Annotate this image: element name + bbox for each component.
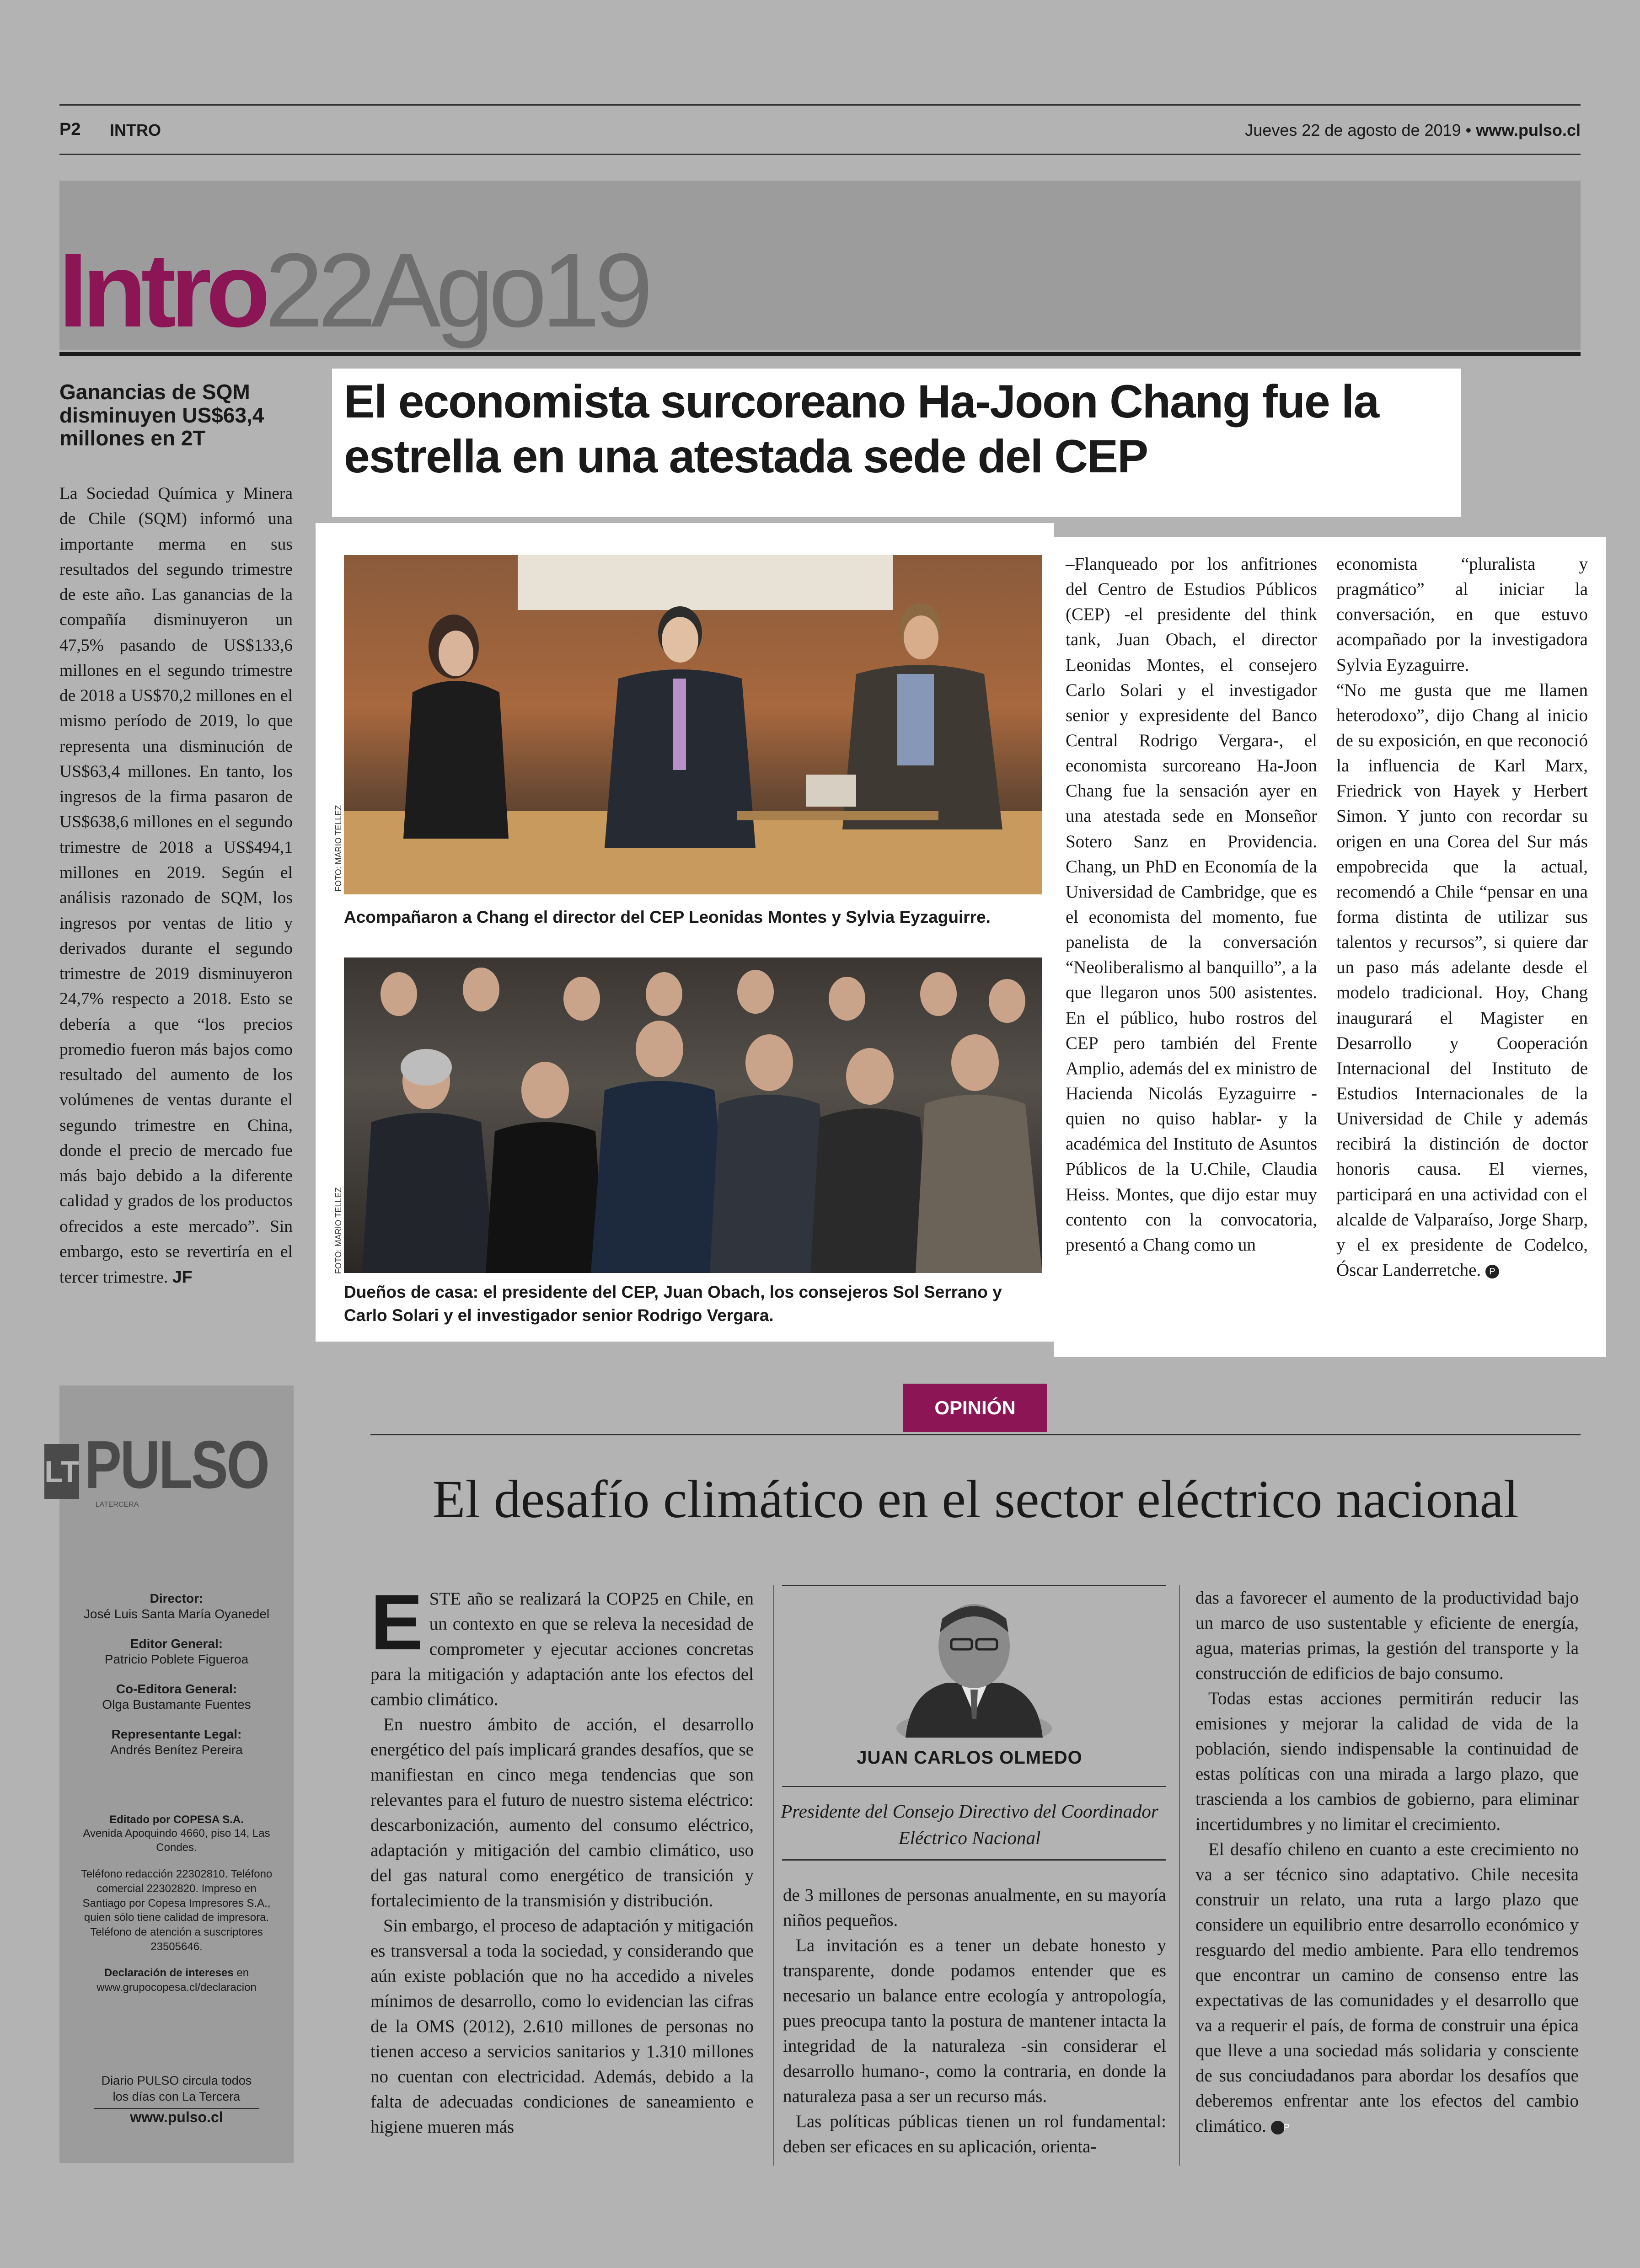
column-divider [1179, 1585, 1180, 2166]
column-divider [773, 1585, 774, 2166]
brief-body [59, 481, 293, 1290]
opinion-column-2 [783, 1883, 1166, 2160]
director-name: José Luis Santa María Oyanedel [83, 1607, 270, 1621]
publisher-block [80, 1813, 273, 1995]
brief-text: La Sociedad Química y Minera de Chile (SQM) informó una importante merma en sus resultados del segundo trimestre de este año. Las ganancias de la compañía disminuyeron un 47,5% pasando de US$133,6 millones en el segundo trimestre de 2018 a US$70,2 millones en el mismo período de 2019, lo que representa una disminución de US$63,4 millones. En tanto, los ingresos de la firma pasaron de US$638,6 millones en el segundo trimestre de 2018 a US$494,1 millones en 2019. Según el análisis razonado de SQM, los ingresos por ventas de litio y derivados durante el segundo trimestre de 2019 disminuyeron 24,7% respecto a 2018. Esto se debería a que “los precios promedio fueron más bajos como resultado del aumento de los volúmenes de ventas durante el segundo trimestre en China, donde el precio de mercado fue más bajo debido a la diferente calidad y grados de los productos ofrecidos a este mercado”. Sin embargo, esto se revertiría en el tercer trimestre. [59, 484, 293, 1287]
coeditor-label: Co-Editora General: [116, 1681, 237, 1696]
opinion-column-1 [370, 1578, 754, 2140]
intro-word: Intro [59, 231, 265, 349]
opinion-paragraph [370, 1578, 754, 1712]
editor-label: Editor General: [130, 1636, 223, 1651]
intro-date: 22Ago19 [265, 231, 648, 349]
author-role: Presidente del Consejo Directivo del Coordinador Eléctrico Nacional [781, 1801, 1158, 1849]
opinion-paragraph: Sin embargo, el proceso de adaptación y mitigación es transversal a toda la sociedad, y considerando que aún existe población que no ha accedido a niveles mínimos de desarrollo, como lo evidencian las cifras de la OMS (2012), 2.610 millones de personas no tienen acceso a servicios sanitarios y 1.310 millones no cuentan con electricidad. Además, debido a la falta de adecuadas condiciones de saneamiento e higiene mueren más [370, 1915, 754, 2137]
audience-photo-illustration [344, 957, 1042, 1273]
opinion-paragraph-text: STE año se realizará la COP25 en Chile, en un contexto en que se releva la necesidad de comprometer y ejecutar acciones concretas para la mitigación y adaptación ante los efectos del cambio climático. [370, 1589, 754, 1709]
page-number: P2 [59, 120, 81, 139]
opinion-paragraph: Todas estas acciones permitirán reducir las emisiones y mejorar la calidad de vida de la población, siendo indispensable la continuidad de estas políticas con una mirada a largo plazo, que trascienda a los cambios de gobierno, para eliminar incertidumbres y no limitar el crecimiento. [1195, 1688, 1579, 1834]
circulation-note: Diario PULSO circula todos los días con La Tercera [101, 2073, 252, 2104]
panel-photo-illustration [344, 555, 1042, 894]
pulso-logo [44, 1427, 294, 1503]
author-bottom-rule [782, 1859, 1166, 1861]
intro-title [59, 231, 648, 349]
declaration [80, 1966, 273, 1995]
opinion-paragraph-text: El desafío chileno en cuanto a este crecimiento no va a ser técnico sino adaptativo. Chile necesita construir un relato, una ruta a largo plazo que considere un equilibrio entre desarrollo económico y resguardo del medio ambiente. Para ello tendremos que encontrar un camino de consenso entre las expectativas de las comunidades y el desarrollo que va a requerir el país, de forma de construir una épica que lleve a una sociedad más solidaria y consciente de sus conciudadanos para abordar los desafíos que deberemos enfrentar ante los efectos del cambio climático. [1195, 1839, 1579, 2136]
legal-label: Representante Legal: [111, 1727, 242, 1741]
photo2-credit: FOTO: MARIO TELLEZ [334, 1187, 343, 1274]
masthead-site-link[interactable]: www.pulso.cl [94, 2108, 259, 2126]
author-mid-rule [782, 1786, 1166, 1787]
lt-logo-icon: LT [44, 1444, 79, 1499]
staff-block [59, 1591, 294, 1759]
header-rule [59, 154, 1581, 155]
photo1-caption: Acompañaron a Chang el director del CEP Leonidas Montes y Sylvia Eyzaguirre. [344, 908, 991, 926]
legal-name: Andrés Benítez Pereira [110, 1742, 243, 1757]
opinion-headline: El desafío climático en el sector eléctrico nacional [432, 1469, 1519, 1529]
article-column-2 [1336, 551, 1588, 1283]
brief-headline: Ganancias de SQM disminuyen US$63,4 millones en 2T [59, 380, 264, 450]
publisher-address: Avenida Apoquindo 4660, piso 14, Las Condes. [83, 1827, 270, 1854]
site-link[interactable]: www.pulso.cl [1476, 121, 1581, 139]
coeditor-name: Olga Bustamante Fuentes [102, 1697, 251, 1712]
photo1-credit: FOTO: MARIO TELLEZ [334, 805, 343, 892]
article-paragraph: economista “pluralista y pragmático” al iniciar la conversación, en que estuvo acompañado por la investigadora Sylvia Eyzaguirre. [1336, 554, 1588, 675]
editor-name: Patricio Poblete Figueroa [104, 1652, 249, 1666]
masthead [44, 1385, 294, 2126]
opinion-tag: OPINIÓN [903, 1384, 1047, 1432]
publisher-label: Editado por COPESA S.A. [109, 1813, 244, 1826]
date-text: Jueves 22 de agosto de 2019 • [1245, 121, 1472, 139]
article-paragraph-text: “No me gusta que me llamen heterodoxo”, dijo Chang al inicio de su exposición, en que reconoció la influencia de Karl Marx, Friedrick von Hayek y Herbert Simon. Y junto con recordar su origen en una Corea del Sur más empobrecida que la actual, recomendó a Chile “pensar en una forma distinta de utilizar sus talentos y recursos”, si quiere dar un paso más adelante desde el modelo tradicional. Hoy, Chang inaugurará el Magister en Desarrollo y Cooperación Internacional del Instituto de Estudios Internacionales de la Universidad de Chile y además recibirá la distinción de doctor honoris causa. El viernes, participará en una actividad con el alcalde de Valparaíso, Jorge Sharp, y el ex presidente de Codelco, Óscar Landerretche. [1336, 680, 1588, 1280]
banner-rule [59, 352, 1581, 356]
opinion-paragraph: En nuestro ámbito de acción, el desarrollo energético del país implicará grandes desafíos, que se manifiestan en cinco mega tendencias que son relevantes para el futuro de nuestro sistema eléctrico: descarbonización, aumento del consumo eléctrico, adaptación y mitigación del cambio climático, uso del gas natural como energético de transición y fortalecimiento de la transmisión y distribución. [370, 1714, 754, 1910]
main-headline: El economista surcoreano Ha-Joon Chang fue la estrella en una atestada sede del CEP [344, 375, 1379, 483]
drop-cap: E [370, 1578, 423, 1666]
author-top-rule [782, 1585, 1166, 1586]
pulso-wordmark: PULSO [84, 1427, 268, 1503]
top-rule [59, 104, 1581, 106]
declaration-link[interactable]: en www.grupocopesa.cl/declaracion [96, 1967, 257, 1994]
opinion-column-3 [1195, 1586, 1579, 2139]
opinion-paragraph: La invitación es a tener un debate honesto y transparente, donde podamos entender que es necesario un balance entre ecología y antropología, pues preocupa tanto la postura de mantener intacta la integridad de la naturaleza -sin considerar el desarrollo humano-, como la contraria, en donde la naturaleza pasa a ser un recurso más. [783, 1935, 1166, 2106]
declaration-label: Declaración de intereses [104, 1967, 234, 1979]
circulation-block [94, 2073, 259, 2126]
end-mark-icon: P [1271, 2121, 1285, 2134]
brief-signoff: JF [172, 1267, 193, 1287]
author-portrait-illustration [896, 1596, 1052, 1738]
opinion-paragraph: Las políticas públicas tienen un rol fundamental: deben ser eficaces en su aplicación, orienta- [783, 2111, 1166, 2156]
article-column-1: –Flanqueado por los anfitriones del Centro de Estudios Públicos (CEP) -el presidente del think tank, Juan Obach, el director Leonidas Montes, el consejero Carlo Solari y el investigador senior y expresidente del Banco Central Rodrigo Vergara-, el economista surcoreano Ha-Joon Chang fue la sensación ayer en una atestada sede en Monseñor Sotero Sanz en Providencia. Chang, un PhD en Economía de la Universidad de Cambridge, que es el economista del momento, fue panelista de la conversación “Neoliberalismo al banquillo”, a la que llegaron unos 500 asistentes. En el público, hubo rostros del CEP pero también del Frente Amplio, además del ex ministro de Hacienda Nicolás Eyzaguirre -quien no quiso hablar- y la académica del Instituto de Asuntos Públicos de la U.Chile, Claudia Heiss. Montes, que dijo estar muy contento con la convocatoria, presentó a Chang como un [1066, 554, 1317, 1255]
opinion-rule [370, 1434, 1581, 1435]
publisher-phones: Teléfono redacción 22302810. Teléfono comercial 22302820. Impreso en Santiago por Copesa Impresores S.A., quien sólo tiene calidad de impresora. Teléfono de atención a suscriptores 23505646. [80, 1868, 273, 1953]
audience-photo [344, 957, 1042, 1273]
panel-photo [344, 555, 1042, 894]
photo2-caption: Dueños de casa: el presidente del CEP, Juan Obach, los consejeros Sol Serrano y Carlo Solari y el investigador senior Rodrigo Vergara. [344, 1283, 1002, 1325]
logo-subtitle: LATERCERA [95, 1501, 139, 1508]
opinion-paragraph: de 3 millones de personas anualmente, en su mayoría niños pequeños. [783, 1885, 1166, 1930]
author-portrait [896, 1596, 1052, 1738]
author-name: JUAN CARLOS OLMEDO [857, 1748, 1083, 1768]
article-paragraph [1336, 678, 1588, 1283]
opinion-paragraph: das a favorecer el aumento de la productividad bajo un marco de uso sustentable y eficiente de energía, agua, materias primas, la gestión del transporte y la construcción de edificios de bajo consumo. [1195, 1588, 1579, 1683]
director-label: Director: [150, 1591, 204, 1605]
dateline [1245, 121, 1581, 140]
opinion-paragraph [1195, 1837, 1579, 2139]
section-label: INTRO [110, 121, 161, 139]
end-mark-icon: P [1485, 1265, 1499, 1278]
